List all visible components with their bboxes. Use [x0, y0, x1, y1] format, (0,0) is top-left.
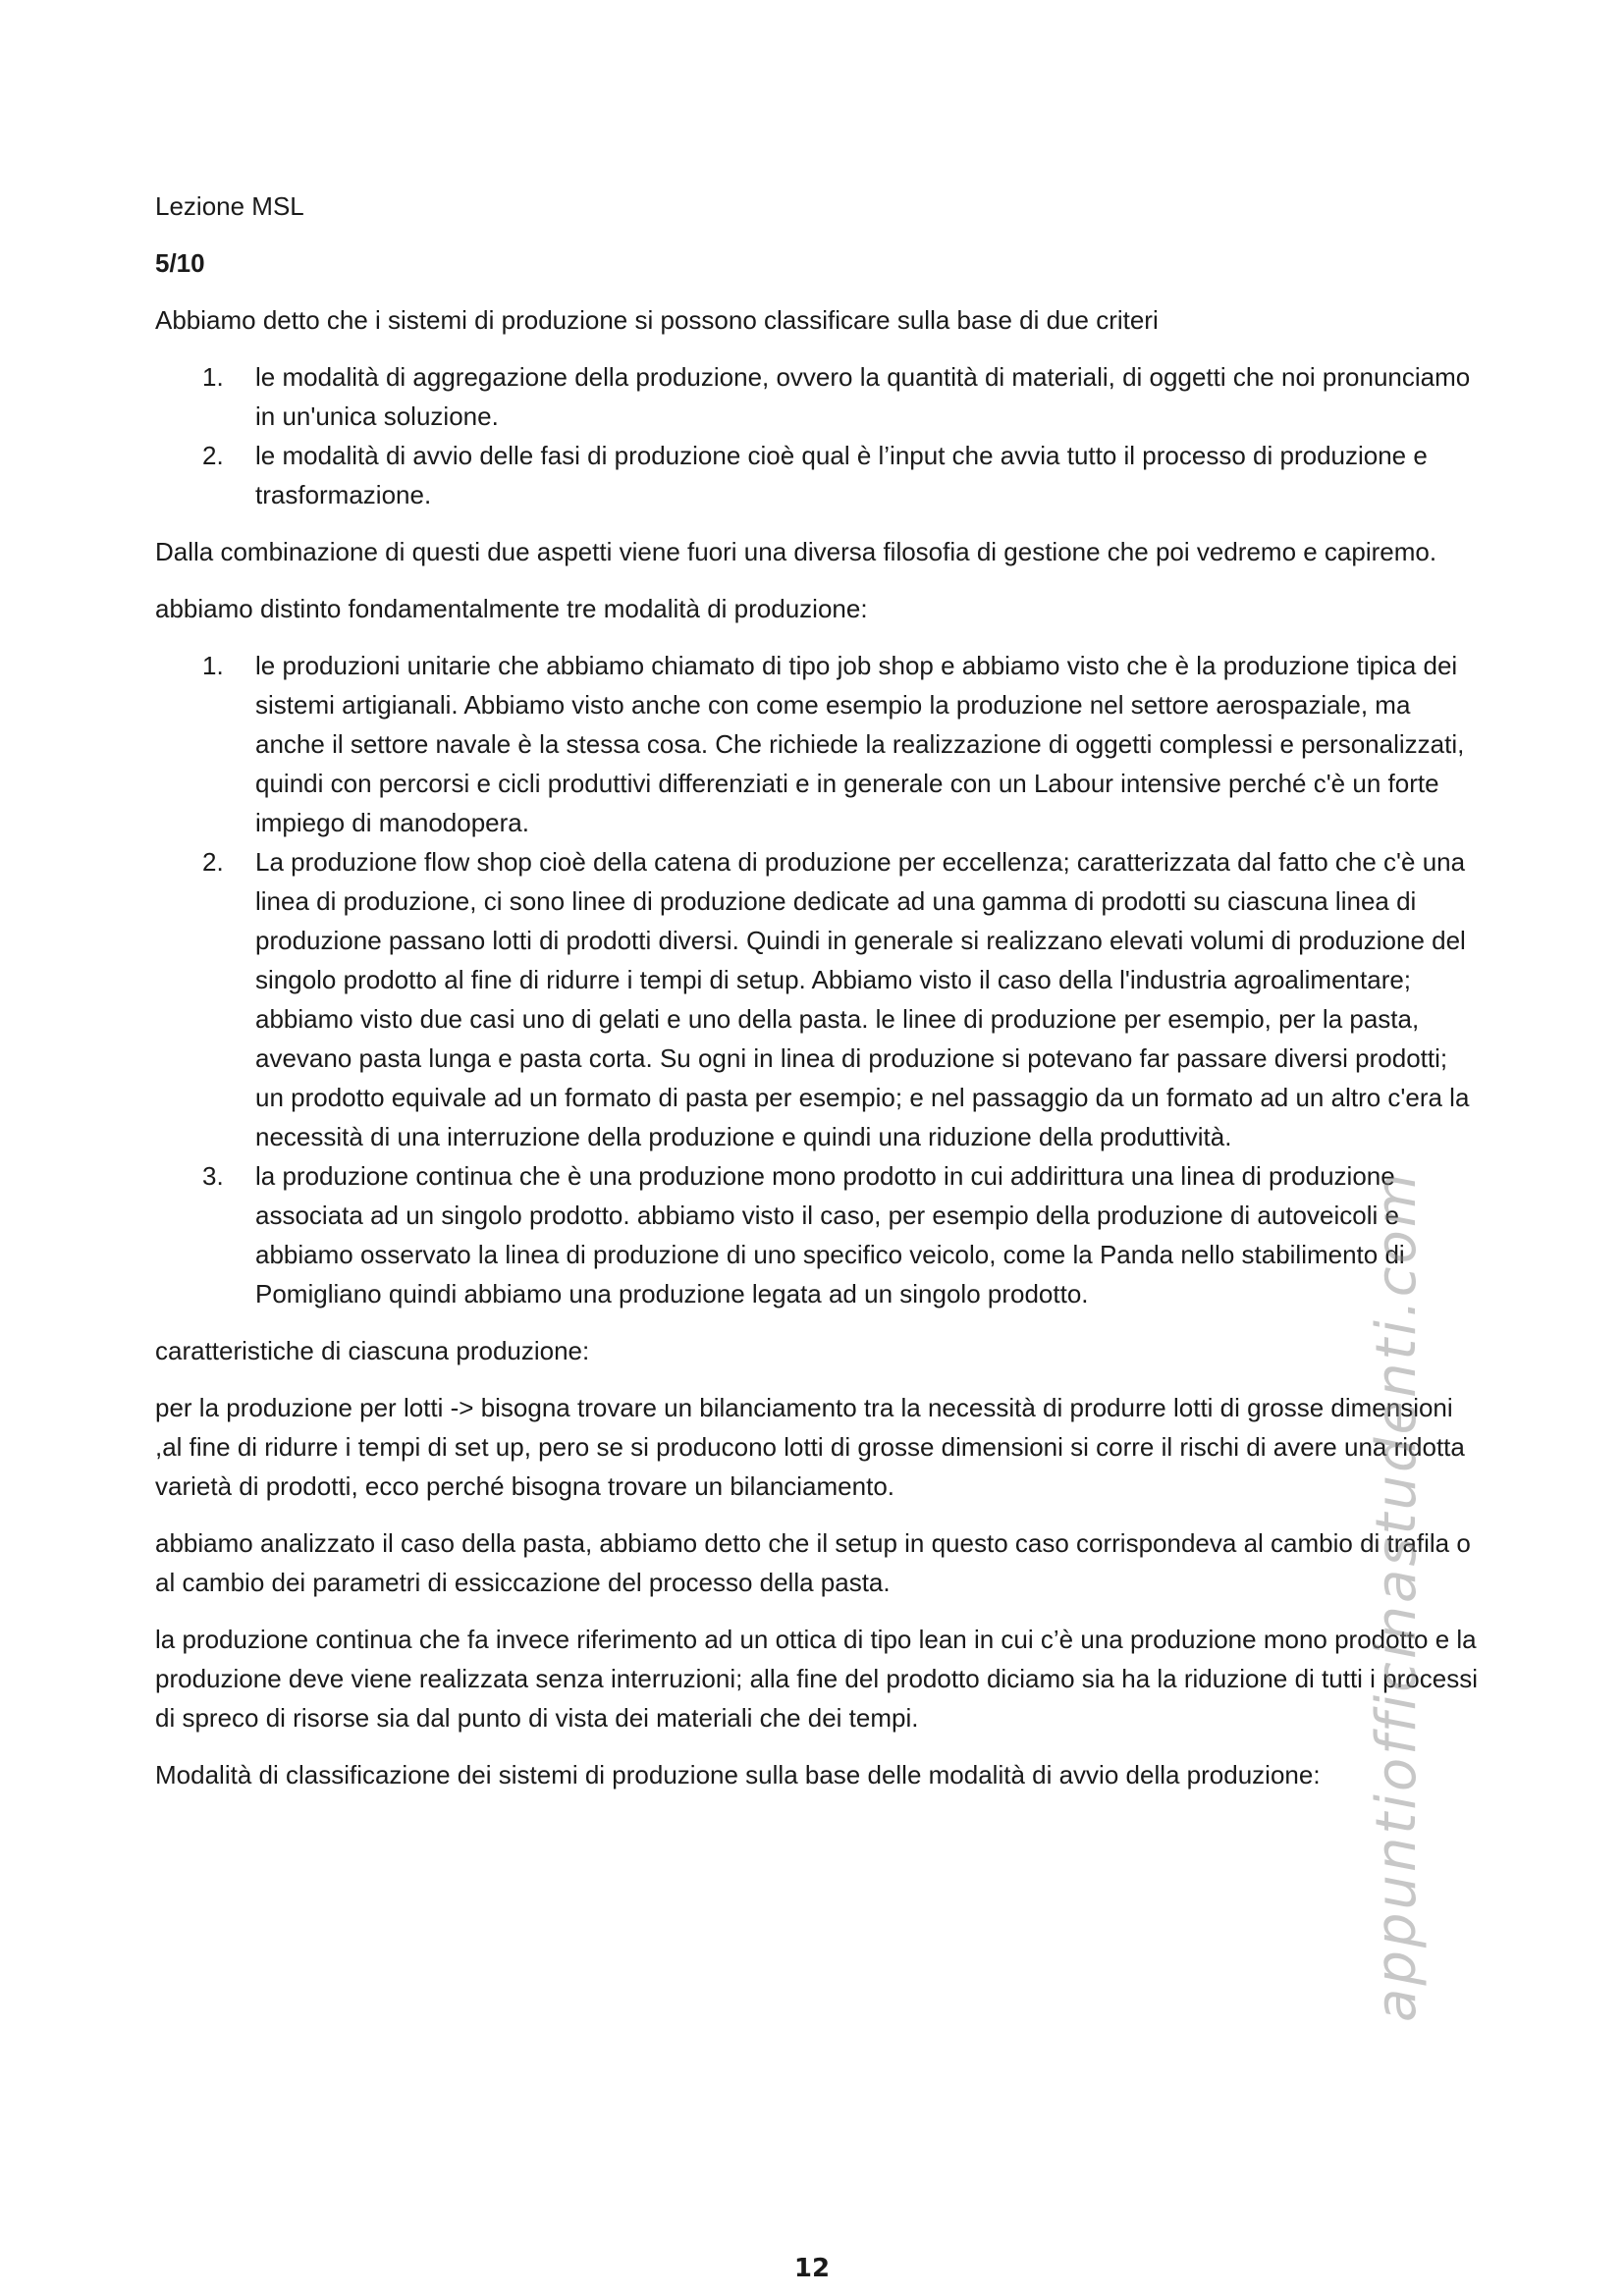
- watermark: appuntiofficinastudenti.com: [1365, 1170, 1429, 2022]
- list-item: [155, 646, 1481, 842]
- paragraph-continuous-production: la produzione continua che fa invece riferimento ad un ottica di tipo lean in cui c’è una produzione mono prodotto e la produzione deve viene realizzata senza interruzioni; alla fine del prodotto diciamo sia ha la riduzione di tutti i processi di spreco di risorse sia dal punto di vista dei materiali che dei tempi.: [155, 1625, 1478, 1733]
- page-number: 12: [793, 2254, 831, 2283]
- lesson-date: 5/10: [155, 248, 205, 278]
- paragraph-classification: Modalità di classificazione dei sistemi di produzione sulla base delle modalità di avvio della produzione:: [155, 1760, 1321, 1789]
- list-item: [155, 1156, 1481, 1313]
- intro-paragraph: Abbiamo detto che i sistemi di produzione si possono classificare sulla base di due criteri: [155, 305, 1159, 335]
- document-body: [155, 187, 1481, 1812]
- list-item-text: la produzione continua che è una produzione mono prodotto in cui addirittura una linea di produzione associata ad un singolo prodotto. abbiamo visto il caso, per esempio della produzione di autoveicoli e abbiamo osservato la linea di produzione di uno specifico veicolo, come la Panda nello stabilimento di Pomigliano quindi abbiamo una produzione legata ad un singolo prodotto.: [255, 1161, 1405, 1308]
- characteristics-heading: caratteristiche di ciascuna produzione:: [155, 1336, 590, 1365]
- list-item-number: 2.: [202, 441, 224, 470]
- list-item-text: La produzione flow shop cioè della catena di produzione per eccellenza; caratterizzata dal fatto che c'è una linea di produzione, ci sono linee di produzione dedicate ad una gamma di prodotti su ciascuna linea di produzione passano lotti di prodotti diversi. Quindi in generale si realizzano elevati volumi di produzione del singolo prodotto al fine di ridurre i tempi di setup. Abbiamo visto il caso della l'industria agroalimentare; abbiamo visto due casi uno di gelati e uno della pasta. le linee di produzione per esempio, per la pasta, avevano pasta lunga e pasta corta. Su ogni in linea di produzione si potevano far passare diversi prodotti; un prodotto equivale ad un formato di pasta per esempio; e nel passaggio da un formato ad un altro c'era la necessità di una interruzione della produzione e quindi una riduzione della produttività.: [255, 847, 1470, 1151]
- list-item-number: 1.: [202, 651, 224, 680]
- list-item-text: le modalità di aggregazione della produzione, ovvero la quantità di materiali, di oggetti che noi pronunciamo in un'unica soluzione.: [255, 362, 1471, 431]
- paragraph-pasta-case: abbiamo analizzato il caso della pasta, abbiamo detto che il setup in questo caso corrispondeva al cambio di trafila o al cambio dei parametri di essiccazione del processo della pasta.: [155, 1528, 1471, 1597]
- list-item: [155, 357, 1481, 436]
- production-modes-list: [155, 646, 1481, 1313]
- list-item: [155, 436, 1481, 514]
- modes-intro: abbiamo distinto fondamentalmente tre modalità di produzione:: [155, 594, 868, 623]
- list-item-text: le modalità di avvio delle fasi di produzione cioè qual è l’input che avvia tutto il processo di produzione e trasformazione.: [255, 441, 1428, 509]
- paragraph-batch-production: per la produzione per lotti -> bisogna trovare un bilanciamento tra la necessità di produrre lotti di grosse dimensioni ,al fine di ridurre i tempi di set up, pero se si producono lotti di grosse dimensioni si corre il rischi di avere una ridotta varietà di prodotti, ecco perché bisogna trovare un bilanciamento.: [155, 1393, 1465, 1501]
- list-item-text: le produzioni unitarie che abbiamo chiamato di tipo job shop e abbiamo visto che è la produzione tipica dei sistemi artigianali. Abbiamo visto anche con come esempio la produzione nel settore aerospaziale, ma anche il settore navale è la stessa cosa. Che richiede la realizzazione di oggetti complessi e personalizzati, quindi con percorsi e cicli produttivi differenziati e in generale con un Labour intensive perché c'è un forte impiego di manodopera.: [255, 651, 1465, 837]
- combination-paragraph: Dalla combinazione di questi due aspetti viene fuori una diversa filosofia di gestione che poi vedremo e capiremo.: [155, 537, 1437, 566]
- list-item: [155, 842, 1481, 1156]
- list-item-number: 2.: [202, 847, 224, 877]
- list-item-number: 3.: [202, 1161, 224, 1191]
- criteria-list: [155, 357, 1481, 514]
- list-item-number: 1.: [202, 362, 224, 392]
- lesson-title: Lezione MSL: [155, 191, 304, 221]
